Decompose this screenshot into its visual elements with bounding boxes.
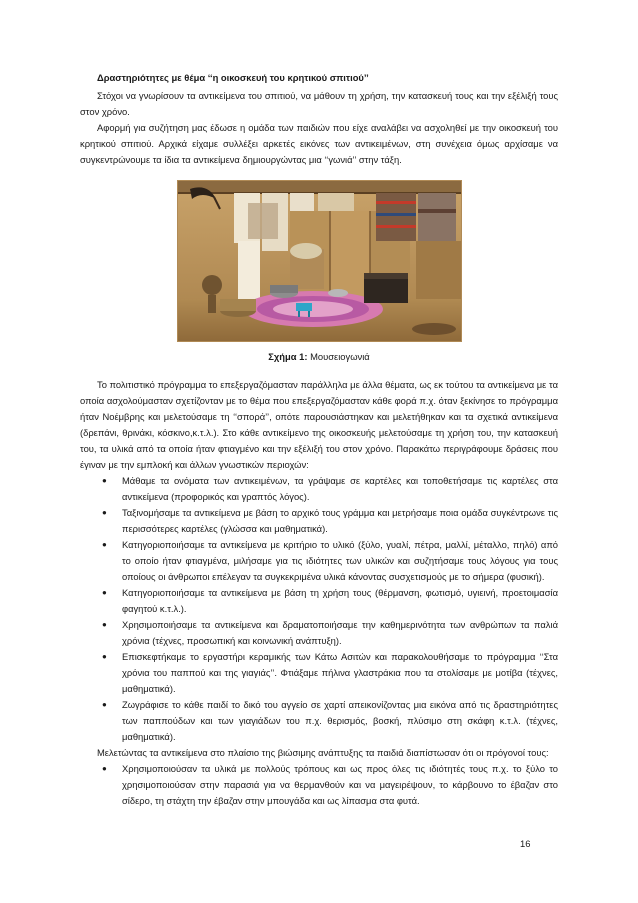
list-item: ● Κατηγοριοποιήσαμε τα αντικείμενα με κριτήριο το υλικό (ξύλο, γυαλί, πέτρα, μαλλί, μέταλλο, πηλό) από το οποίο ήταν φτιαγμένα, μιλήσαμε για τις ιδιότητες των υλικών και συζητήσαμε τους λόγους για τους οποίους οι άνθρωποι επέλεγαν τα συγκεκριμένα υλικά κάνοντας συσχετισμούς με το σήμερα (φυσική). (102, 539, 558, 582)
figure-caption (0, 351, 638, 362)
closing-paragraph: Μελετώντας τα αντικείμενα στο πλαίσιο της βιώσιμης ανάπτυξης τα παιδιά διαπίστωσαν ότι οι πρόγονοί τους: (97, 747, 549, 758)
intro-text (80, 88, 558, 168)
bullet-icon: ● (102, 540, 107, 549)
bullet-icon: ● (102, 764, 107, 773)
bullet-icon: ● (102, 652, 107, 661)
findings-list (80, 761, 558, 809)
bullet-icon: ● (102, 588, 107, 597)
main-paragraph: Το πολιτιστικό πρόγραμμα το επεξεργαζόμασταν παράλληλα με άλλα θέματα, ως εκ τούτου τα αντικείμενα με τα οποία ασχολούμασταν σχετίζονταν με το θέμα που επεξεργαζόμασταν κάθε φορά π.χ. όταν ξεκίνησε το πρόγραμμα ήταν Νοέμβρης και μελετούσαμε τη ‘‘σπορά’’, οπότε παρουσιάστηκαν και μελετήθηκαν και τα σχετικά αντικείμενα (δρεπάνι, θρινάκι, κόσκινο,κ.τ.λ.). Στο κάθε αντικείμενο της οικοσκευής μελετούσαμε τη χρήση του, την κατασκευή του, τα υλικά από τα οποία ήταν φτιαγμένο και την εξέλιξή του στον χρόνο. Παρακάτω περιγράφουμε δράσεις που έγιναν με την εμπλοκή και άλλων γνωστικών περιοχών: (80, 379, 558, 470)
bullet-icon: ● (102, 508, 107, 517)
intro-paragraph-2: Αφορμή για συζήτηση μας έδωσε η ομάδα των παιδιών που είχε αναλάβει να ασχοληθεί με την οικοσκευή του κρητικού σπιτιού. Αρχικά είχαμε συλλέξει αρκετές εικόνες των αντικειμένων, στη συνέχεια όμως αρχίσαμε να συγκεντρώνουμε τα ίδια τα αντικείμενα δημιουργώντας μια ‘‘γωνιά’’ στην τάξη. (80, 122, 558, 165)
bullet-icon: ● (102, 476, 107, 485)
activities-list (80, 473, 558, 745)
list-item: ● Χρησιμοποιούσαν τα υλικά με πολλούς τρόπους και ως προς όλες τις ιδιότητές τους π.χ. το ξύλο το χρησιμοποιούσαν στην παρασιά για να θερμανθούν και να μαγειρέψουν, το κάρβουνο το έβαζαν στο σίδερο, τη στάχτη την έβαζαν στην μπουγάδα και ως λίπασμα στα φυτά. (102, 763, 558, 806)
list-item: ● Ζωγράφισε το κάθε παιδί το δικό του αγγείο σε χαρτί απεικονίζοντας μια εικόνα από τις δραστηριότητες των παππούδων και των γιαγιάδων του π.χ. θερισμός, βοσκή, πλύσιμο στη σκάφη κ.τ.λ. (τέχνες, μαθηματικά). (102, 699, 558, 742)
list-item: ● Χρησιμοποιήσαμε τα αντικείμενα και δραματοποιήσαμε την καθημερινότητα των ανθρώπων τα παλιά χρόνια (τέχνες, προσωπική και κοινωνική ανάπτυξη). (102, 619, 558, 646)
intro-paragraph-1: Στόχοι να γνωρίσουν τα αντικείμενα του σπιτιού, να μάθουν τη χρήση, την κατασκευή τους και την εξέλιξή τους στον χρόνο. (80, 90, 558, 117)
page-number: 16 (520, 838, 531, 849)
list-item: ● Κατηγοριοποιήσαμε τα αντικείμενα με βάση τη χρήση τους (θέρμανση, φωτισμό, υγιεινή, προετοιμασία φαγητού κ.τ.λ.). (102, 587, 558, 614)
figure-label: Σχήμα 1: (268, 351, 308, 362)
museum-corner-photo (177, 180, 462, 342)
section-heading: Δραστηριότητες με θέμα ‘‘η οικοσκευή του κρητικού σπιτιού’’ (97, 72, 369, 83)
main-text (80, 377, 558, 809)
bullet-icon: ● (102, 700, 107, 709)
figure-caption-text: Μουσειογωνιά (310, 351, 370, 362)
list-item: ● Μάθαμε τα ονόματα των αντικειμένων, τα γράψαμε σε καρτέλες και τοποθετήσαμε τις καρτέλες στα αντικείμενα (προφορικός και γραπτός λόγος). (102, 475, 558, 502)
bullet-icon: ● (102, 620, 107, 629)
list-item: ● Ταξινομήσαμε τα αντικείμενα με βάση το αρχικό τους γράμμα και μετρήσαμε ποια ομάδα συγκέντρωνε τις περισσότερες καρτέλες (γλώσσα και μαθηματικά). (102, 507, 558, 534)
list-item: ● Επισκεφτήκαμε το εργαστήρι κεραμικής των Κάτω Ασιτών και παρακολουθήσαμε το πρόγραμμα ‘‘Στα χρόνια του παππού και της γιαγιάς’’. Φτιάξαμε πήλινα γλαστράκια που τα στολίσαμε με μοτίβα (τέχνες, μαθηματικά). (102, 651, 558, 694)
